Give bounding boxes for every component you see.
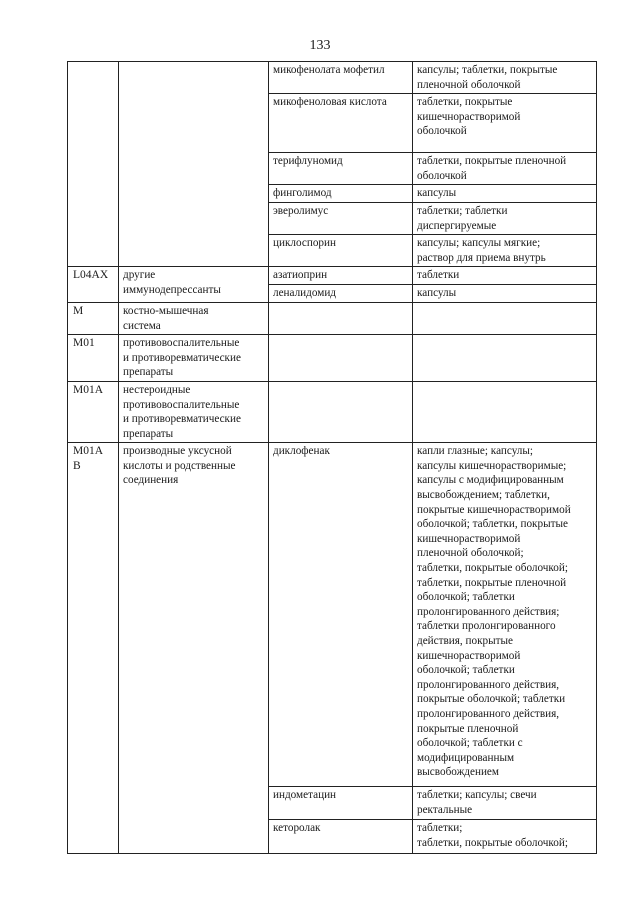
dosage-form-cell — [413, 185, 597, 203]
cell-text-line: препараты — [123, 427, 174, 440]
cell-text-line: капсулы с модифицированным — [417, 474, 564, 487]
cell-text-line: пленочной оболочкой — [417, 78, 521, 91]
cell-text-line: пролонгированного действия, — [417, 678, 560, 691]
cell-text-line: покрытые пленочной — [417, 722, 519, 735]
cell-text-line: нестероидные — [123, 383, 191, 396]
cell-text-line: капсулы — [417, 286, 457, 299]
dosage-form-cell — [413, 335, 597, 382]
drug-name-cell — [269, 302, 413, 334]
group-name-cell — [119, 267, 269, 303]
cell-text-line: M01A — [73, 383, 104, 396]
cell-text-line: иммунодепрессанты — [123, 283, 221, 296]
cell-text-line: и противоревматические — [123, 413, 241, 426]
cell-text-line: препараты — [123, 366, 174, 379]
drug-name-cell — [269, 62, 413, 94]
dosage-form-cell — [413, 267, 597, 285]
cell-text-line: оболочкой — [417, 125, 467, 138]
group-name-cell — [119, 381, 269, 442]
dosage-form-cell — [413, 284, 597, 302]
drug-name-cell — [269, 820, 413, 854]
dosage-form-cell — [413, 820, 597, 854]
cell-text-line: индометацин — [273, 789, 337, 802]
table-row — [68, 267, 597, 285]
cell-text-line: таблетки; капсулы; свечи — [417, 789, 537, 802]
cell-text-line: капсулы; таблетки, покрытые — [417, 64, 558, 76]
cell-text-line: покрытые кишечнорастворимой — [417, 503, 571, 516]
cell-text-line: модифицированным — [417, 751, 515, 764]
drug-name-cell — [269, 94, 413, 153]
table-row — [68, 62, 597, 94]
cell-text-line: высвобождением — [417, 766, 499, 779]
drug-name-cell — [269, 284, 413, 302]
cell-text-line: оболочкой; таблетки — [417, 664, 515, 677]
table-row — [68, 335, 597, 382]
cell-text-line: терифлуномид — [273, 155, 343, 168]
dosage-form-cell — [413, 153, 597, 185]
dosage-form-cell — [413, 302, 597, 334]
cell-text-line: L04AX — [73, 269, 109, 282]
drug-name-cell — [269, 443, 413, 787]
cell-text-line: ректальные — [417, 803, 473, 816]
cell-text-line: B — [73, 459, 81, 472]
cell-text-line: леналидомид — [273, 286, 337, 299]
group-name-cell — [119, 62, 269, 267]
page-number: 133 — [309, 38, 331, 53]
cell-text-line: таблетки, покрытые пленочной — [417, 155, 567, 168]
drug-name-cell — [269, 235, 413, 267]
cell-text-line: микофеноловая кислота — [273, 96, 387, 109]
cell-text-line: другие — [123, 269, 156, 282]
group-name-cell — [119, 335, 269, 382]
cell-text-line: микофенолата мофетил — [273, 64, 385, 76]
cell-text-line: кишечнорастворимой — [417, 532, 521, 545]
cell-text-line: азатиоприн — [273, 269, 328, 282]
cell-text-line: действия, покрытые — [417, 635, 514, 647]
dosage-form-cell — [413, 62, 597, 94]
cell-text-line: циклоспорин — [273, 237, 336, 250]
cell-text-line: соединения — [123, 474, 179, 487]
cell-text-line: высвобождением; таблетки, — [417, 489, 550, 502]
atc-code-cell — [68, 267, 119, 303]
dosage-form-cell — [413, 381, 597, 442]
atc-code-cell — [68, 62, 119, 267]
drug-name-cell — [269, 787, 413, 820]
cell-text-line: кишечнорастворимой — [417, 649, 521, 662]
dosage-form-cell — [413, 94, 597, 153]
cell-text-line: пролонгированного действия, — [417, 707, 560, 720]
cell-text-line: оболочкой; таблетки — [417, 591, 515, 604]
cell-text-line: пленочной оболочкой; — [417, 547, 524, 560]
table-row — [68, 381, 597, 442]
cell-text-line: раствор для приема внутрь — [417, 251, 546, 264]
cell-text-line: таблетки, покрытые оболочкой; — [417, 562, 568, 575]
table-row — [68, 302, 597, 334]
cell-text-line: кислоты и родственные — [123, 459, 236, 472]
group-name-cell — [119, 302, 269, 334]
cell-text-line: противовоспалительные — [123, 398, 240, 411]
cell-text-line: система — [123, 319, 161, 332]
drug-name-cell — [269, 381, 413, 442]
cell-text-line: капсулы; капсулы мягкие; — [417, 237, 541, 250]
cell-text-line: диспергируемые — [417, 219, 497, 232]
cell-text-line: таблетки; — [417, 822, 463, 835]
cell-text-line: оболочкой — [417, 169, 467, 182]
cell-text-line: кеторолак — [273, 822, 321, 835]
cell-text-line: оболочкой; таблетки с — [417, 737, 523, 750]
drug-name-cell — [269, 153, 413, 185]
drug-name-cell — [269, 202, 413, 234]
cell-text-line: таблетки; таблетки — [417, 204, 508, 217]
dosage-form-cell — [413, 787, 597, 820]
atc-code-cell — [68, 443, 119, 854]
atc-code-cell — [68, 381, 119, 442]
cell-text-line: M — [73, 304, 84, 317]
cell-text-line: пролонгированного действия; — [417, 605, 560, 618]
cell-text-line: покрытые оболочкой; таблетки — [417, 693, 566, 706]
dosage-form-cell — [413, 235, 597, 267]
cell-text-line: M01 — [73, 337, 95, 350]
cell-text-line: таблетки — [417, 269, 460, 282]
group-name-cell — [119, 443, 269, 854]
drug-name-cell — [269, 335, 413, 382]
cell-text-line: и противоревматические — [123, 351, 241, 364]
cell-text-line: таблетки, покрытые оболочкой; — [417, 836, 568, 849]
cell-text-line: противовоспалительные — [123, 337, 240, 350]
cell-text-line: таблетки, покрытые пленочной — [417, 576, 567, 589]
cell-text-line: финголимод — [273, 187, 332, 200]
cell-text-line: оболочкой; таблетки, покрытые — [417, 518, 568, 531]
cell-text-line: костно-мышечная — [123, 304, 209, 317]
cell-text-line: таблетки пролонгированного — [417, 620, 556, 633]
cell-text-line: таблетки, покрытые — [417, 96, 513, 109]
atc-code-cell — [68, 302, 119, 334]
table-row — [68, 443, 597, 787]
drug-name-cell — [269, 185, 413, 203]
drug-table — [67, 61, 597, 854]
cell-text-line: M01A — [73, 445, 104, 458]
cell-text-line: капсулы — [417, 187, 457, 200]
cell-text-line: капсулы кишечнорастворимые; — [417, 459, 567, 472]
drug-name-cell — [269, 267, 413, 285]
cell-text-line: кишечнорастворимой — [417, 110, 521, 123]
atc-code-cell — [68, 335, 119, 382]
cell-text-line: производные уксусной — [123, 445, 232, 458]
dosage-form-cell — [413, 202, 597, 234]
dosage-form-cell — [413, 443, 597, 787]
cell-text-line: капли глазные; капсулы; — [417, 445, 533, 458]
cell-text-line: эверолимус — [273, 204, 329, 217]
cell-text-line: диклофенак — [273, 445, 330, 458]
